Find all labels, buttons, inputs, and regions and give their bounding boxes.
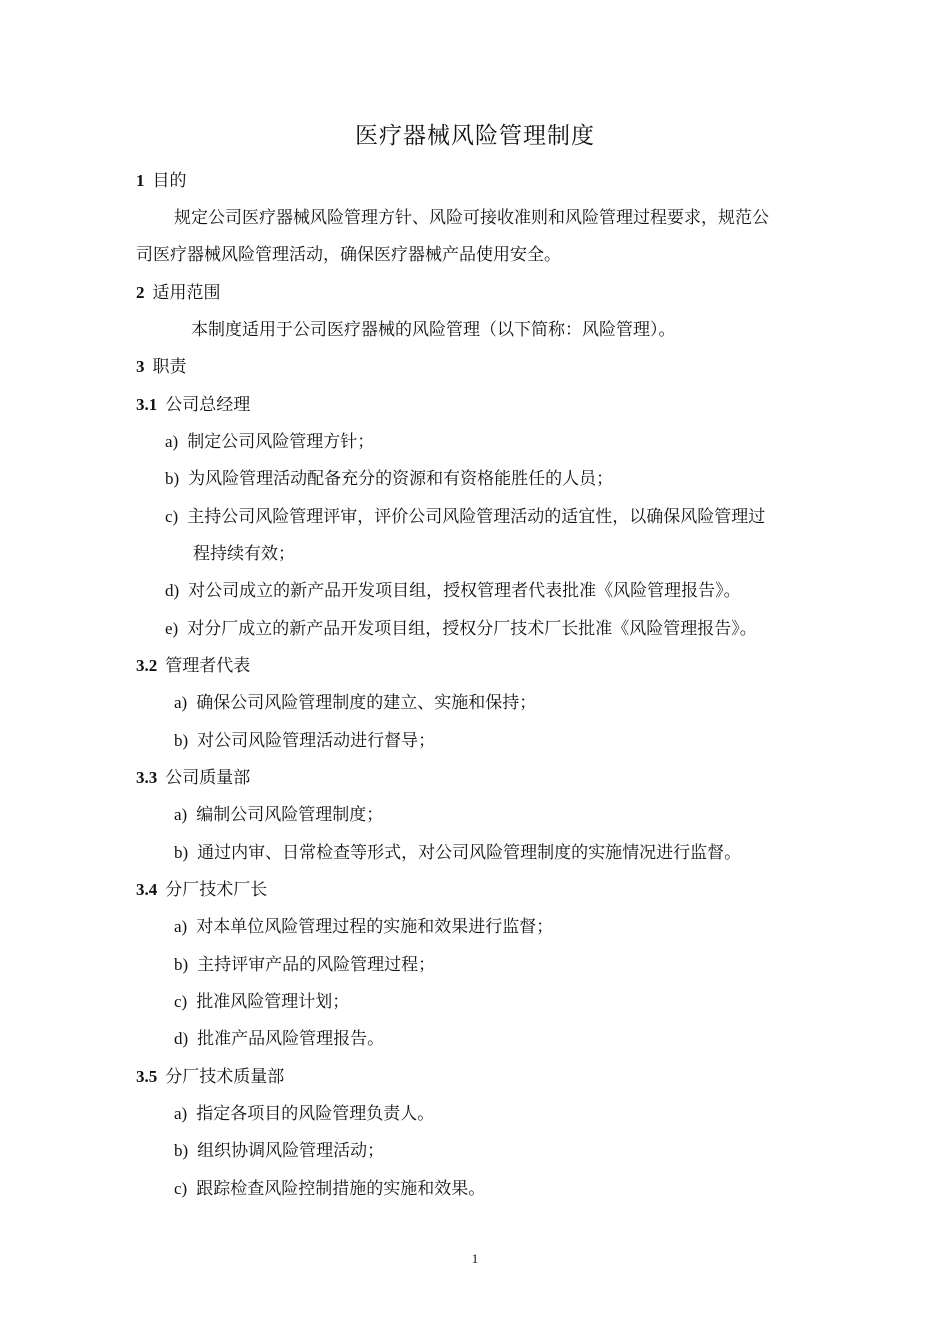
list-label: a) bbox=[174, 693, 188, 712]
list-label: b) bbox=[174, 843, 189, 862]
section-heading-3 bbox=[136, 356, 187, 378]
paragraph-line: 司医疗器械风险管理活动，确保医疗器械产品使用安全。 bbox=[136, 245, 561, 265]
list-label: b) bbox=[174, 1141, 189, 1160]
list-label: a) bbox=[174, 917, 188, 936]
list-text: 组织协调风险管理活动； bbox=[197, 1141, 385, 1161]
list-item bbox=[174, 916, 553, 938]
list-text: 通过内审、日常检查等形式，对公司风险管理制度的实施情况进行监督。 bbox=[197, 843, 742, 863]
section-number: 3.3 bbox=[136, 768, 158, 787]
subsection-heading-3-2 bbox=[136, 655, 250, 677]
paragraph-line: 本制度适用于公司医疗器械的风险管理（以下简称：风险管理）。 bbox=[191, 320, 676, 340]
list-item bbox=[174, 730, 435, 752]
list-item bbox=[174, 1028, 384, 1050]
list-text: 编制公司风险管理制度； bbox=[196, 805, 384, 825]
page-number: 1 bbox=[471, 1251, 479, 1266]
list-label: e) bbox=[165, 619, 179, 638]
list-text: 对公司成立的新产品开发项目组，授权管理者代表批准《风险管理报告》。 bbox=[188, 581, 741, 601]
list-text: 主持公司风险管理评审，评价公司风险管理活动的适宜性，以确保风险管理过 bbox=[187, 507, 766, 527]
list-text: 主持评审产品的风险管理过程； bbox=[197, 955, 436, 975]
list-label: b) bbox=[174, 955, 189, 974]
list-label: a) bbox=[174, 805, 188, 824]
list-item bbox=[165, 506, 765, 528]
list-text: 对本单位风险管理过程的实施和效果进行监督； bbox=[196, 917, 554, 937]
list-item bbox=[174, 842, 741, 864]
document-title: 医疗器械风险管理制度 bbox=[355, 123, 595, 149]
list-item bbox=[165, 468, 613, 490]
list-item bbox=[174, 954, 435, 976]
section-title: 目的 bbox=[152, 171, 187, 191]
list-label: c) bbox=[165, 507, 179, 526]
section-title: 适用范围 bbox=[152, 283, 221, 303]
list-text: 批准风险管理计划； bbox=[196, 992, 350, 1012]
section-number: 3.4 bbox=[136, 880, 158, 899]
section-title: 管理者代表 bbox=[165, 656, 251, 676]
section-title: 分厂技术质量部 bbox=[165, 1067, 285, 1087]
section-heading-1 bbox=[136, 170, 187, 192]
list-label: d) bbox=[165, 581, 180, 600]
subsection-heading-3-4 bbox=[136, 879, 267, 901]
section-number: 3.2 bbox=[136, 656, 158, 675]
section-title: 职责 bbox=[152, 357, 187, 377]
list-item-continuation: 程持续有效； bbox=[193, 544, 295, 564]
section-title: 公司质量部 bbox=[165, 768, 251, 788]
section-number: 2 bbox=[136, 283, 145, 302]
list-text: 确保公司风险管理制度的建立、实施和保持； bbox=[196, 693, 537, 713]
paragraph-line: 规定公司医疗器械风险管理方针、风险可接收准则和风险管理过程要求，规范公 bbox=[174, 208, 769, 228]
list-label: d) bbox=[174, 1029, 189, 1048]
section-number: 3.5 bbox=[136, 1067, 158, 1086]
list-text: 跟踪检查风险控制措施的实施和效果。 bbox=[196, 1179, 486, 1199]
list-label: a) bbox=[165, 432, 179, 451]
list-label: b) bbox=[174, 731, 189, 750]
list-label: c) bbox=[174, 992, 188, 1011]
list-item bbox=[174, 991, 349, 1013]
list-text: 批准产品风险管理报告。 bbox=[197, 1029, 385, 1049]
list-item bbox=[174, 1103, 434, 1125]
section-title: 公司总经理 bbox=[165, 395, 251, 415]
section-title: 分厂技术厂长 bbox=[165, 880, 268, 900]
subsection-heading-3-1 bbox=[136, 394, 250, 416]
list-text: 指定各项目的风险管理负责人。 bbox=[196, 1104, 435, 1124]
list-item bbox=[174, 1140, 384, 1162]
list-item bbox=[165, 580, 741, 602]
list-item bbox=[174, 1178, 485, 1200]
list-label: c) bbox=[174, 1179, 188, 1198]
section-number: 1 bbox=[136, 171, 145, 190]
list-item bbox=[174, 692, 536, 714]
list-label: b) bbox=[165, 469, 180, 488]
list-text: 制定公司风险管理方针； bbox=[187, 432, 375, 452]
list-text: 对分厂成立的新产品开发项目组，授权分厂技术厂长批准《风险管理报告》。 bbox=[187, 619, 757, 639]
list-label: a) bbox=[174, 1104, 188, 1123]
list-text: 为风险管理活动配备充分的资源和有资格能胜任的人员； bbox=[188, 469, 614, 489]
list-text: 对公司风险管理活动进行督导； bbox=[197, 731, 436, 751]
list-item bbox=[165, 431, 374, 453]
subsection-heading-3-5 bbox=[136, 1066, 284, 1088]
list-item bbox=[174, 804, 383, 826]
subsection-heading-3-3 bbox=[136, 767, 250, 789]
section-number: 3.1 bbox=[136, 395, 158, 414]
section-number: 3 bbox=[136, 357, 145, 376]
list-item bbox=[165, 618, 757, 640]
section-heading-2 bbox=[136, 282, 221, 304]
